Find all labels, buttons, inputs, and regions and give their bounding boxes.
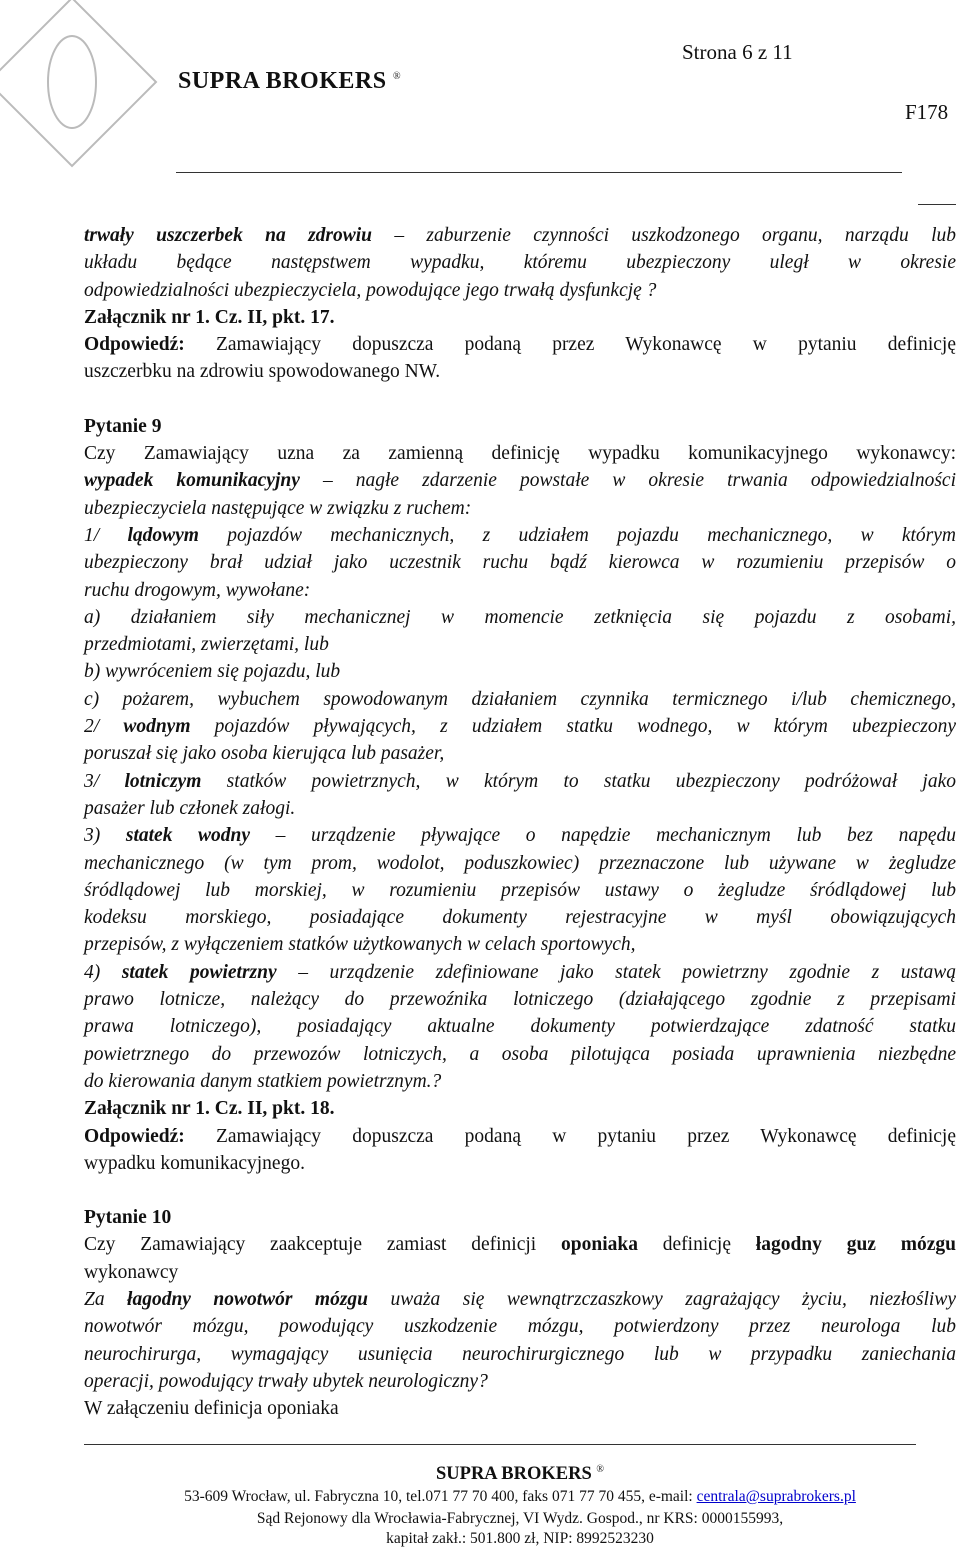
question-title: Pytanie 10 [84, 1207, 172, 1229]
answer: Odpowiedź: Zamawiający dopuszcza podaną w pytaniu przez Wykonawcę definicję [84, 1125, 956, 1147]
footer-brand: SUPRA BROKERS ® [436, 1464, 604, 1485]
header-divider [176, 172, 902, 173]
question-title: Pytanie 9 [84, 415, 162, 437]
footer-divider [84, 1444, 916, 1445]
document-body [84, 222, 956, 1422]
registered-mark: ® [393, 71, 402, 82]
email-link[interactable]: centrala@suprabrokers.pl [696, 1488, 856, 1505]
footer-address: 53-609 Wrocław, ul. Fabryczna 10, tel.071 77 70 400, faks 071 77 70 455, e-mail: centrala@suprabrokers.pl [184, 1488, 856, 1505]
question-9: Pytanie 9 Czy Zamawiający uzna za zamienną definicję wypadku komunikacyjnego wykonawcy: wypadek komunikacyjny – nagłe zdarzenie powstałe w okresie trwania odpowiedzialności ubezpieczyciela następujące w związku z ruchem: 1/ lądowym pojazdów mechanicznych, z udziałem pojazdu mechanicznego, w którym ubezpieczony brał udział jako uczestnik ruchu bądź kierowca w rozumieniu przepisów o ruchu drogowym, wywołane: a) działaniem siły mechanicznej w momencie zetknięcia się pojazdu z osobami, przedmiotami, zwierzętami, lub b) wywróceniem się pojazdu, lub c) pożarem, wybuchem spowodowanym działaniem czynnika termicznego i/lub chemicznego, 2/ wodnym pojazdów pływających, z udziałem statku wodnego, w którym ubezpieczony poruszał się jako osoba kierująca lub pasażer, 3/ lotniczym statków powietrznych, w którym to statku ubezpieczony podróżował jako pasażer lub członek załogi. 3) statek wodny – urządzenie pływające o napędzie mechanicznym lub bez napędu mechanicznego (w tym prom, wodolot, poduszkowiec) przeznaczone lub używane w żegludze śródlądowej lub morskiej, w rozumieniu przepisów ustawy o żegludze śródlądowej lub kodeksu morskiego, posiadające dokumenty rejestracyjne w myśl obowiązujących przepisów, z wyłączeniem statków użytkowanych w celach sportowych, 4) statek powietrzny – urządzenie zdefiniowane jako statek powietrzny zgodnie z ustawą prawo lotnicze, należący do przewoźnika lotniczego (działającego zgodnie z przepisami prawa lotniczego), posiadający aktualne dokumenty potwierdzające zdatność statku powietrznego do przewozów lotniczych, a osoba pilotująca posiada uprawnienia niezbędne do kierowania danym statkiem powietrznym.? Załącznik nr 1. Cz. II, pkt. 18. Odpowiedź: Zamawiający dopuszcza podaną w pytaniu przez Wykonawcę definicję wypadku komunikacyjnego. [84, 413, 956, 1177]
question-8-continuation: trwały uszczerbek na zdrowiu – zaburzenie czynności uszkodzonego organu, narządu lub układu będące następstwem wypadku, któremu ubezpieczony uległ w okresie odpowiedzialności ubezpieczyciela, powodujące jego trwałą dysfunkcję ? Załącznik nr 1. Cz. II, pkt. 17. Odpowiedź: Zamawiający dopuszcza podaną przez Wykonawcę w pytaniu definicję uszczerbku na zdrowiu spowodowanego NW. [84, 225, 956, 383]
attachment-reference: Załącznik nr 1. Cz. II, pkt. 17. [84, 306, 335, 328]
attachment-reference: Załącznik nr 1. Cz. II, pkt. 18. [84, 1098, 335, 1120]
footer-capital: kapitał zakł.: 501.800 zł, NIP: 8992523230 [386, 1530, 654, 1547]
registered-mark: ® [596, 1464, 604, 1475]
page-number: Strona 6 z 11 [682, 40, 793, 64]
header-divider-short [918, 204, 956, 205]
question-10: Pytanie 10 Czy Zamawiający zaakceptuje zamiast definicji oponiaka definicję łagodny guz mózgu wykonawcy Za łagodny nowotwór mózgu uważa się wewnątrzczaszkowy zagrażający życiu, niezłośliwy nowotwór mózgu, powodujący uszkodzenie mózgu, potwierdzony przez neurologa lub neurochirurga, wymagający usunięcia neurochirurgicznego lub w przypadku zaniechania operacji, powodujący trwały ubytek neurologiczny? W załączeniu definicja oponiaka [84, 1204, 956, 1422]
defined-term: trwały uszczerbek na zdrowiu [84, 225, 373, 246]
footer-registry: Sąd Rejonowy dla Wrocławia-Fabrycznej, VI Wydz. Gospod., nr KRS: 0000155993, [256, 1510, 784, 1527]
company-logo-icon [0, 0, 162, 172]
defined-term: wypadek komunikacyjny [84, 470, 300, 492]
answer: Odpowiedź: Zamawiający dopuszcza podaną przez Wykonawcę w pytaniu definicję [84, 334, 956, 356]
form-code: F178 [905, 100, 949, 124]
header-brand: SUPRA BROKERS ® [178, 68, 402, 94]
